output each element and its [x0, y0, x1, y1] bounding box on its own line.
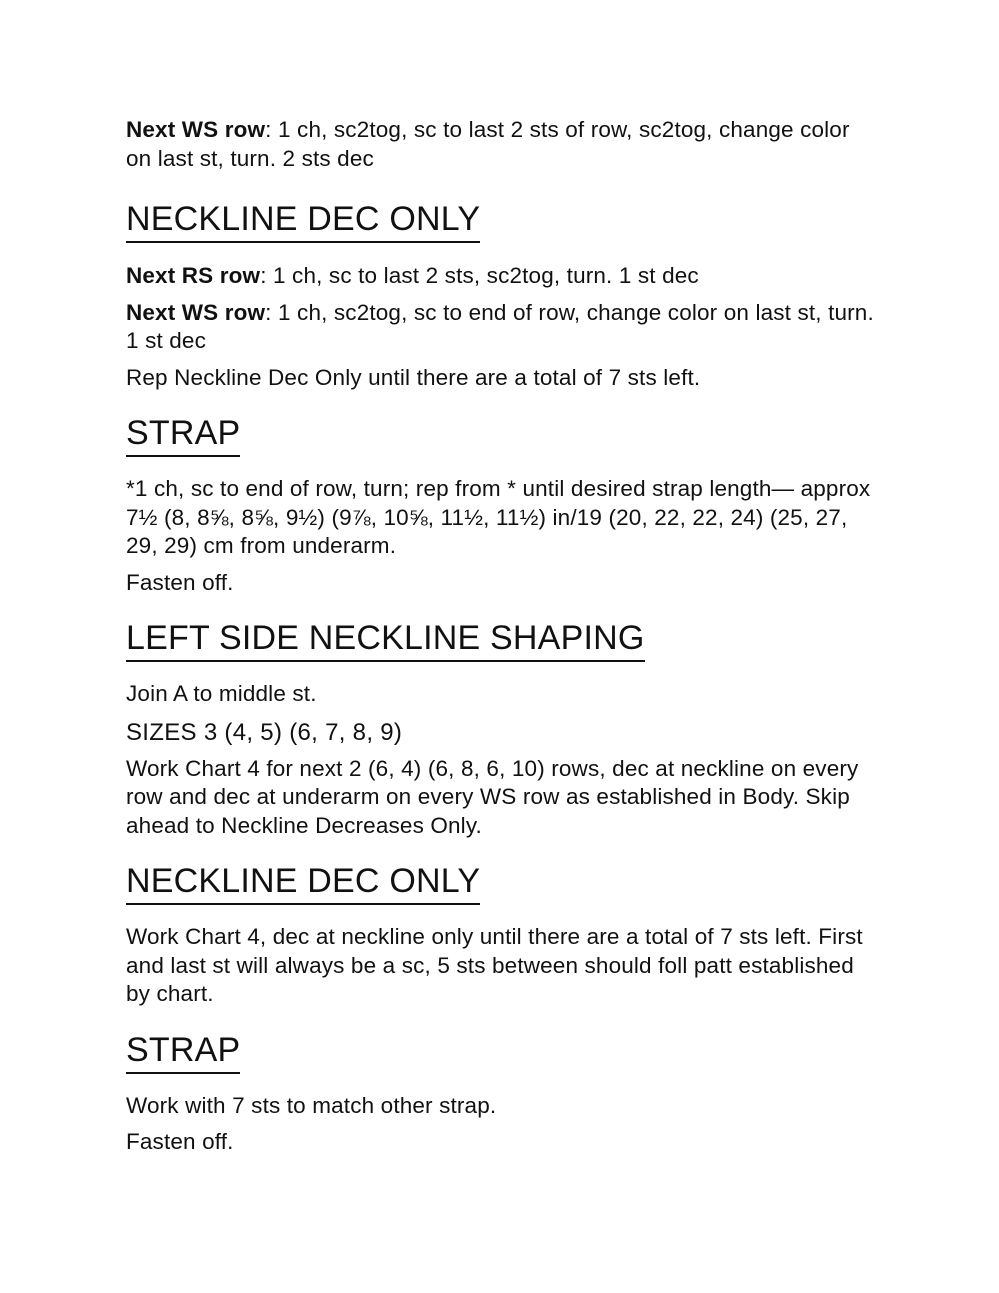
- row-label: Next WS row: [126, 117, 266, 142]
- paragraph-next-ws-row: [126, 116, 874, 173]
- section-heading-left-side-neckline-shaping: LEFT SIDE NECKLINE SHAPING: [126, 619, 645, 662]
- paragraph-text: : 1 ch, sc to last 2 sts, sc2tog, turn. 1 st dec: [260, 263, 699, 288]
- paragraph-text: : 1 ch, sc2tog, sc to end of row, change color on last st, turn. 1 st dec: [126, 299, 874, 353]
- section-heading-strap: STRAP: [126, 414, 240, 457]
- section-heading-neckline-dec-only: NECKLINE DEC ONLY: [126, 200, 480, 243]
- paragraph-join-a: Join A to middle st.: [126, 681, 317, 706]
- paragraph-text: : 1 ch, sc2tog, sc to last 2 sts of row, sc2tog, change color on last st, turn. 2 sts dec: [126, 117, 850, 171]
- paragraph-fasten-off: Fasten off.: [126, 569, 234, 595]
- paragraph-work-with-7-sts: Work with 7 sts to match other strap.: [126, 1092, 497, 1118]
- paragraph-rep-neckline: Rep Neckline Dec Only until there are a total of 7 sts left.: [126, 364, 701, 390]
- paragraph-work-chart-4-dec: Work Chart 4, dec at neckline only until there are a total of 7 sts left. First and last st will always be a sc, 5 sts between should foll patt established by chart.: [126, 924, 863, 1006]
- section-heading-neckline-dec-only: NECKLINE DEC ONLY: [126, 862, 480, 905]
- paragraph-work-chart-4: Work Chart 4 for next 2 (6, 4) (6, 8, 6, 10) rows, dec at neckline on every row and dec at underarm on every WS row as established in Body. Skip ahead to Neckline Decreases Only.: [126, 755, 859, 838]
- paragraph-strap-instructions: *1 ch, sc to end of row, turn; rep from * until desired strap length— approx 7½ (8, 8⅝, 8⅝, 9½) (9⅞, 10⅝, 11½, 11½) in/19 (20, 22, 22, 24) (25, 27, 29, 29) cm from underarm.: [126, 476, 871, 558]
- paragraph-next-rs-row: [126, 262, 874, 291]
- paragraph-next-ws-row: [126, 299, 874, 356]
- paragraph-fasten-off: Fasten off.: [126, 1129, 234, 1154]
- section-heading-strap: STRAP: [126, 1031, 240, 1074]
- row-label: Next WS row: [126, 299, 266, 325]
- document-page: [126, 116, 874, 1157]
- sizes-line: SIZES 3 (4, 5) (6, 7, 8, 9): [126, 718, 403, 746]
- row-label: Next RS row: [126, 263, 261, 288]
